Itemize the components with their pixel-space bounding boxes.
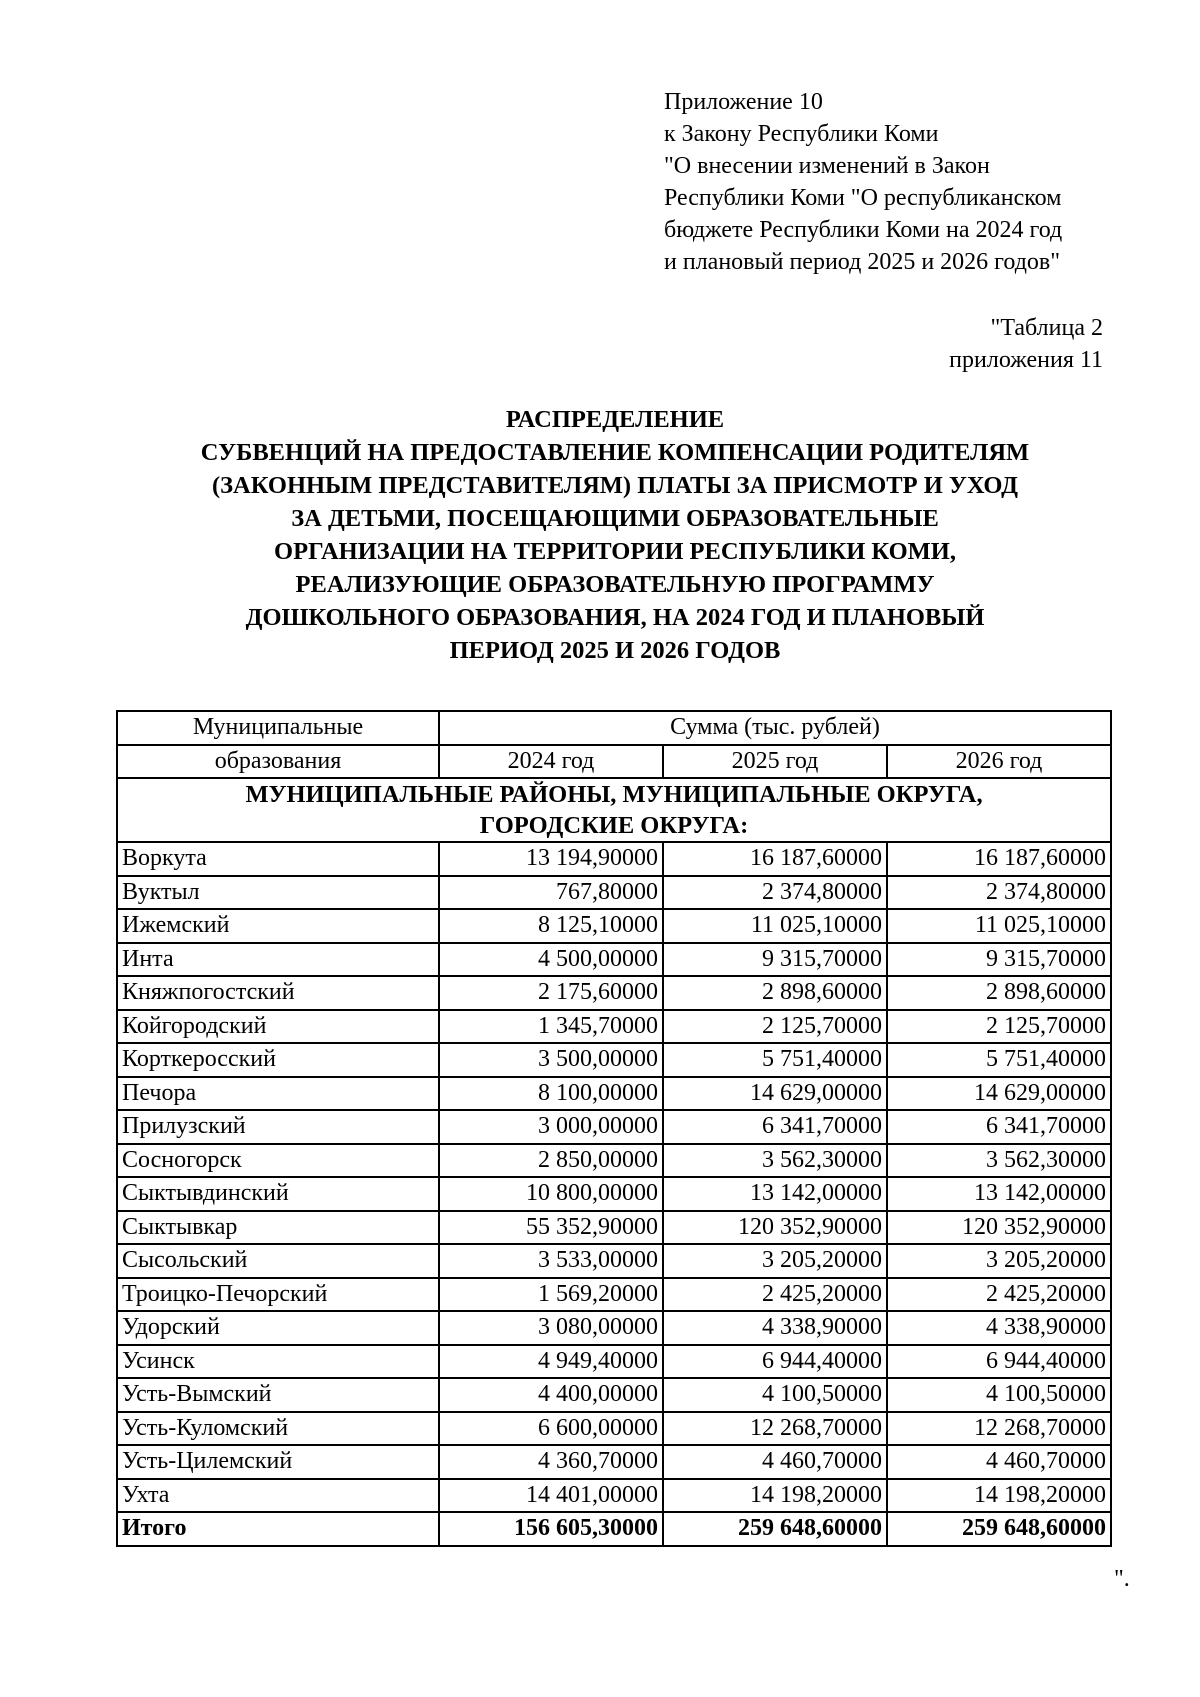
title-line: РАСПРЕДЕЛЕНИЕ (505, 406, 725, 433)
annex-line: Приложение 10 (664, 89, 823, 115)
table-row (117, 1077, 1111, 1111)
value-2025: 120 352,90000 (663, 1211, 887, 1245)
municipality-name: Корткеросский (117, 1043, 439, 1077)
value-2024: 4 360,70000 (439, 1445, 663, 1479)
year-header-2026: 2026 год (887, 745, 1111, 779)
table-row (117, 1244, 1111, 1278)
value-2025: 11 025,10000 (663, 909, 887, 943)
value-2024: 14 401,00000 (439, 1479, 663, 1513)
value-2026: 2 125,70000 (887, 1010, 1111, 1044)
value-2025: 9 315,70000 (663, 943, 887, 977)
value-2024: 2 850,00000 (439, 1144, 663, 1178)
municipality-name: Троицко-Печорский (117, 1278, 439, 1312)
value-2025: 3 205,20000 (663, 1244, 887, 1278)
title-line: ДОШКОЛЬНОГО ОБРАЗОВАНИЯ, НА 2024 ГОД И ПЛАНОВЫЙ (245, 604, 985, 631)
table-row (117, 1110, 1111, 1144)
value-2025: 16 187,60000 (663, 842, 887, 876)
municipality-name: Сыктывкар (117, 1211, 439, 1245)
table-header-row (117, 745, 1111, 779)
municipality-name: Княжпогостский (117, 976, 439, 1010)
municipality-name: Воркута (117, 842, 439, 876)
title-line: (ЗАКОННЫМ ПРЕДСТАВИТЕЛЯМ) ПЛАТЫ ЗА ПРИСМОТР И УХОД (211, 472, 1019, 499)
title-line: ПЕРИОД 2025 И 2026 ГОДОВ (449, 637, 781, 664)
value-2026: 4 100,50000 (887, 1378, 1111, 1412)
distribution-table (116, 710, 1112, 1547)
table-header-row (117, 711, 1111, 745)
value-2026: 4 460,70000 (887, 1445, 1111, 1479)
municipal-header: Муниципальные (117, 711, 439, 745)
value-2024: 3 533,00000 (439, 1244, 663, 1278)
municipality-name: Прилузский (117, 1110, 439, 1144)
value-2025: 4 338,90000 (663, 1311, 887, 1345)
value-2025: 2 125,70000 (663, 1010, 887, 1044)
value-2024: 1 345,70000 (439, 1010, 663, 1044)
table-reference (949, 312, 1103, 376)
table-row (117, 1278, 1111, 1312)
municipality-name: Усть-Цилемский (117, 1445, 439, 1479)
annex-line: Республики Коми "О республиканском (664, 185, 1062, 211)
value-2026: 14 629,00000 (887, 1077, 1111, 1111)
value-2025: 3 562,30000 (663, 1144, 887, 1178)
value-2026: 4 338,90000 (887, 1311, 1111, 1345)
table-row (117, 1043, 1111, 1077)
value-2026: 3 205,20000 (887, 1244, 1111, 1278)
year-header-2025: 2025 год (663, 745, 887, 779)
year-header-2024: 2024 год (439, 745, 663, 779)
section-header-row (117, 778, 1111, 842)
annex-line: и плановый период 2025 и 2026 годов" (664, 249, 1061, 275)
value-2025: 4 460,70000 (663, 1445, 887, 1479)
table-row (117, 1177, 1111, 1211)
municipality-name: Сысольский (117, 1244, 439, 1278)
municipality-name: Инта (117, 943, 439, 977)
value-2025: 2 898,60000 (663, 976, 887, 1010)
value-2024: 8 125,10000 (439, 909, 663, 943)
municipality-name: Усть-Вымский (117, 1378, 439, 1412)
value-2026: 16 187,60000 (887, 842, 1111, 876)
annex-line: к Закону Республики Коми (664, 121, 939, 147)
municipality-name: Ухта (117, 1479, 439, 1513)
value-2024: 4 949,40000 (439, 1345, 663, 1379)
value-2026: 2 898,60000 (887, 976, 1111, 1010)
section-header (117, 778, 1111, 842)
value-2026: 2 374,80000 (887, 876, 1111, 910)
table-row (117, 976, 1111, 1010)
section-header-line: ГОРОДСКИЕ ОКРУГА: (479, 812, 749, 839)
value-2024: 2 175,60000 (439, 976, 663, 1010)
title-line: СУБВЕНЦИЙ НА ПРЕДОСТАВЛЕНИЕ КОМПЕНСАЦИИ РОДИТЕЛЯМ (200, 439, 1030, 466)
value-2025: 14 629,00000 (663, 1077, 887, 1111)
value-2025: 5 751,40000 (663, 1043, 887, 1077)
value-2024: 6 600,00000 (439, 1412, 663, 1446)
sum-header: Сумма (тыс. рублей) (439, 711, 1111, 745)
table-row (117, 1378, 1111, 1412)
value-2024: 1 569,20000 (439, 1278, 663, 1312)
table-row (117, 842, 1111, 876)
value-2026: 14 198,20000 (887, 1479, 1111, 1513)
value-2025: 4 100,50000 (663, 1378, 887, 1412)
value-2024: 4 500,00000 (439, 943, 663, 977)
value-2024: 767,80000 (439, 876, 663, 910)
value-2026: 2 425,20000 (887, 1278, 1111, 1312)
municipality-name: Койгородский (117, 1010, 439, 1044)
table-row (117, 1345, 1111, 1379)
value-2024: 10 800,00000 (439, 1177, 663, 1211)
table-row (117, 943, 1111, 977)
table-row (117, 1144, 1111, 1178)
total-2024: 156 605,30000 (439, 1512, 663, 1546)
annex-line: бюджете Республики Коми на 2024 год (664, 217, 1063, 243)
value-2025: 12 268,70000 (663, 1412, 887, 1446)
value-2026: 5 751,40000 (887, 1043, 1111, 1077)
value-2026: 6 341,70000 (887, 1110, 1111, 1144)
value-2026: 9 315,70000 (887, 943, 1111, 977)
value-2025: 6 944,40000 (663, 1345, 887, 1379)
municipal-header-line2: образования (117, 745, 439, 779)
value-2026: 3 562,30000 (887, 1144, 1111, 1178)
table-row (117, 909, 1111, 943)
title-line: РЕАЛИЗУЮЩИЕ ОБРАЗОВАТЕЛЬНУЮ ПРОГРАММУ (295, 571, 935, 598)
municipality-name: Вуктыл (117, 876, 439, 910)
value-2025: 2 374,80000 (663, 876, 887, 910)
municipality-name: Ижемский (117, 909, 439, 943)
table-row (117, 1311, 1111, 1345)
value-2024: 55 352,90000 (439, 1211, 663, 1245)
table-row (117, 1412, 1111, 1446)
value-2026: 12 268,70000 (887, 1412, 1111, 1446)
document-title (118, 403, 1112, 667)
value-2024: 8 100,00000 (439, 1077, 663, 1111)
value-2024: 3 500,00000 (439, 1043, 663, 1077)
table-ref-line: приложения 11 (949, 347, 1103, 373)
value-2025: 13 142,00000 (663, 1177, 887, 1211)
total-2026: 259 648,60000 (887, 1512, 1111, 1546)
municipality-name: Удорский (117, 1311, 439, 1345)
total-2025: 259 648,60000 (663, 1512, 887, 1546)
value-2024: 3 000,00000 (439, 1110, 663, 1144)
municipality-name: Печора (117, 1077, 439, 1111)
table-row (117, 1445, 1111, 1479)
value-2024: 3 080,00000 (439, 1311, 663, 1345)
table-row (117, 1479, 1111, 1513)
municipality-name: Усинск (117, 1345, 439, 1379)
municipality-name: Сосногорск (117, 1144, 439, 1178)
annex-line: "О внесении изменений в Закон (664, 153, 990, 179)
value-2026: 11 025,10000 (887, 909, 1111, 943)
closing-quote-mark: ". (1114, 1566, 1130, 1592)
value-2026: 6 944,40000 (887, 1345, 1111, 1379)
title-line: ОРГАНИЗАЦИИ НА ТЕРРИТОРИИ РЕСПУБЛИКИ КОМИ, (274, 538, 956, 565)
total-label: Итого (117, 1512, 439, 1546)
value-2024: 13 194,90000 (439, 842, 663, 876)
value-2026: 13 142,00000 (887, 1177, 1111, 1211)
municipality-name: Усть-Куломский (117, 1412, 439, 1446)
table-row (117, 876, 1111, 910)
value-2025: 6 341,70000 (663, 1110, 887, 1144)
value-2024: 4 400,00000 (439, 1378, 663, 1412)
annex-reference (664, 86, 1144, 278)
table-row (117, 1211, 1111, 1245)
municipality-name: Сыктывдинский (117, 1177, 439, 1211)
section-header-line: МУНИЦИПАЛЬНЫЕ РАЙОНЫ, МУНИЦИПАЛЬНЫЕ ОКРУГА, (245, 781, 983, 808)
value-2025: 14 198,20000 (663, 1479, 887, 1513)
table-ref-line: "Таблица 2 (990, 315, 1103, 341)
title-line: ЗА ДЕТЬМИ, ПОСЕЩАЮЩИМИ ОБРАЗОВАТЕЛЬНЫЕ (291, 505, 939, 532)
value-2026: 120 352,90000 (887, 1211, 1111, 1245)
total-row (117, 1512, 1111, 1546)
table-row (117, 1010, 1111, 1044)
value-2025: 2 425,20000 (663, 1278, 887, 1312)
